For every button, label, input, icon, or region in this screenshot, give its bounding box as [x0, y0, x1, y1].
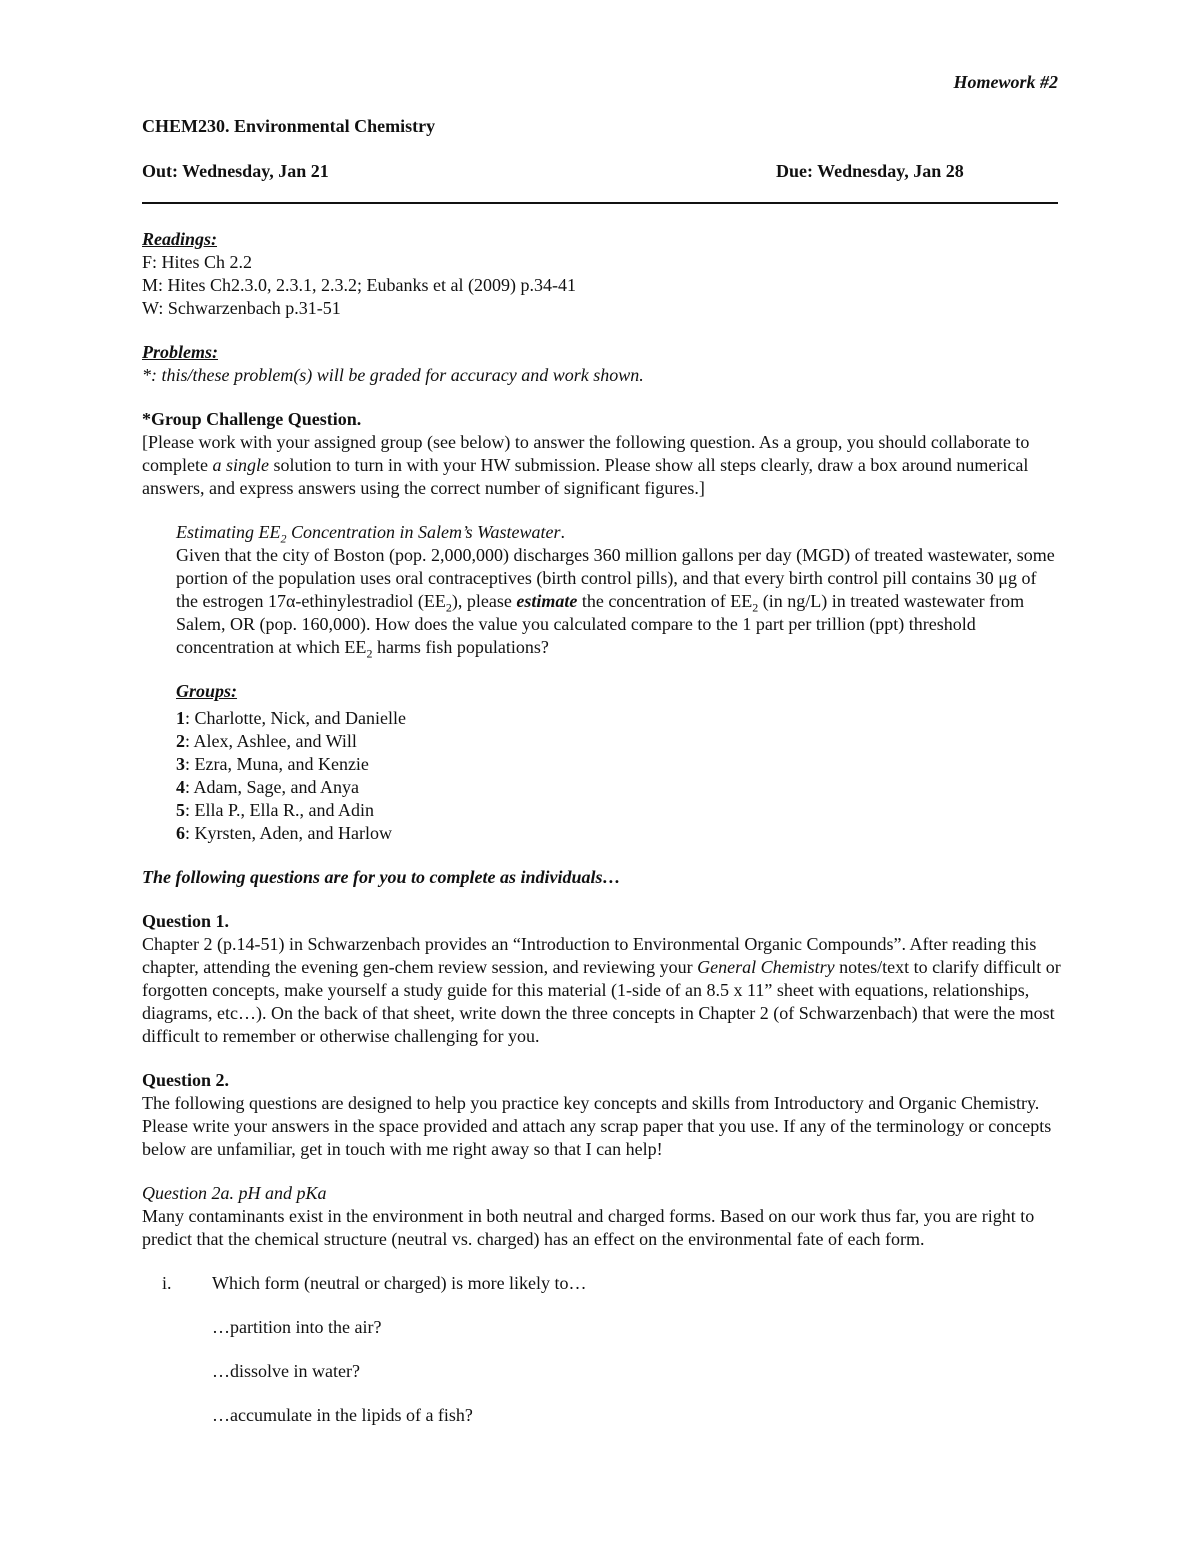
question-2a-title: Question 2a. pH and pKa	[142, 1183, 327, 1203]
question-2a-body: Many contaminants exist in the environment in both neutral and charged forms. Based on our work thus far, you are right to predict that the chemical structure (neutral vs. charged) has an effect on the environmental fate of each form.	[142, 1206, 1035, 1249]
question-1-title: Question 1.	[142, 911, 230, 931]
question-2a-item-i: i. Which form (neutral or charged) is more likely to…	[162, 1273, 587, 1293]
course-title: CHEM230. Environmental Chemistry	[142, 116, 436, 136]
group-item: 4: Adam, Sage, and Anya	[176, 777, 359, 797]
reading-item: W: Schwarzenbach p.31-51	[142, 298, 341, 318]
reading-item: F: Hites Ch 2.2	[142, 252, 253, 272]
group-item: 1: Charlotte, Nick, and Danielle	[176, 708, 406, 728]
question-2-body: The following questions are designed to help you practice key concepts and skills from Introductory and Organic Chemistry. Please write your answers in the space provided and attach any scrap paper that you use. If any of the terminology or concepts below are unfamiliar, get in touch with me right away so that I can help!	[142, 1093, 1052, 1159]
document-body	[142, 228, 1062, 1427]
group-item: 6: Kyrsten, Aden, and Harlow	[176, 823, 392, 843]
reading-item: M: Hites Ch2.3.0, 2.3.1, 2.3.2; Eubanks et al (2009) p.34-41	[142, 275, 576, 295]
out-date: Out: Wednesday, Jan 21	[142, 161, 329, 181]
group-item: 3: Ezra, Muna, and Kenzie	[176, 754, 369, 774]
question-2-title: Question 2.	[142, 1070, 230, 1090]
challenge-block	[176, 521, 1060, 845]
group-item: 2: Alex, Ashlee, and Will	[176, 731, 357, 751]
individual-note: The following questions are for you to complete as individuals…	[142, 867, 621, 887]
header-rule	[142, 202, 1058, 204]
grading-note: *: this/these problem(s) will be graded for accuracy and work shown.	[142, 365, 644, 385]
challenge-subtitle: Estimating $EE_2$ Concentration in Salem’s Wastewater.	[176, 522, 565, 546]
group-item: 5: Ella P., Ella R., and Adin	[176, 800, 374, 820]
question-1-body: Chapter 2 (p.14-51) in Schwarzenbach provides an “Introduction to Environmental Organic Compounds”. After reading this chapter, attending the evening gen-chem review session, and reviewing your General Chemistry notes/text to clarify difficult or forgotten concepts, make yourself a study guide for this material (1-side of an 8.5 x 11” sheet with equations, relationships, diagrams, etc…). On the back of that sheet, write down the three concepts in Chapter 2 (of Schwarzenbach) that were the most difficult to remember or otherwise challenging for you.	[142, 934, 1061, 1046]
question-2a-subitem: …dissolve in water?	[212, 1361, 360, 1381]
question-2a-subitem: …partition into the air?	[212, 1317, 382, 1337]
due-date: Due: Wednesday, Jan 28	[776, 161, 964, 181]
problems-title: Problems:	[142, 342, 218, 362]
group-challenge-title: *Group Challenge Question.	[142, 409, 362, 429]
readings-title: Readings:	[142, 229, 218, 249]
group-instructions: [Please work with your assigned group (see below) to answer the following question. As a group, you should collaborate to complete a single solution to turn in with your HW submission. Please show all steps clearly, draw a box around numerical answers, and express answers using the correct number of significant figures.]	[142, 432, 1030, 498]
groups-title: Groups:	[176, 681, 238, 701]
homework-label: Homework #2	[953, 72, 1058, 92]
challenge-question: Given that the city of Boston (pop. 2,000,000) discharges 360 million gallons per day (MGD) of treated wastewater, some portion of the population uses oral contraceptives (birth control pills), and that every birth control pill contains 30 μg of the estrogen 17α-ethinylestradiol $(EE_2)$, please estimate the concentration of $EE_2$ (in ng/L) in treated wastewater from Salem, OR (pop. 160,000). How does the value you calculated compare to the 1 part per trillion (ppt) threshold concentration at which $EE_2$ harms fish populations?	[176, 545, 1055, 661]
question-2a-subitem: …accumulate in the lipids of a fish?	[212, 1405, 473, 1425]
